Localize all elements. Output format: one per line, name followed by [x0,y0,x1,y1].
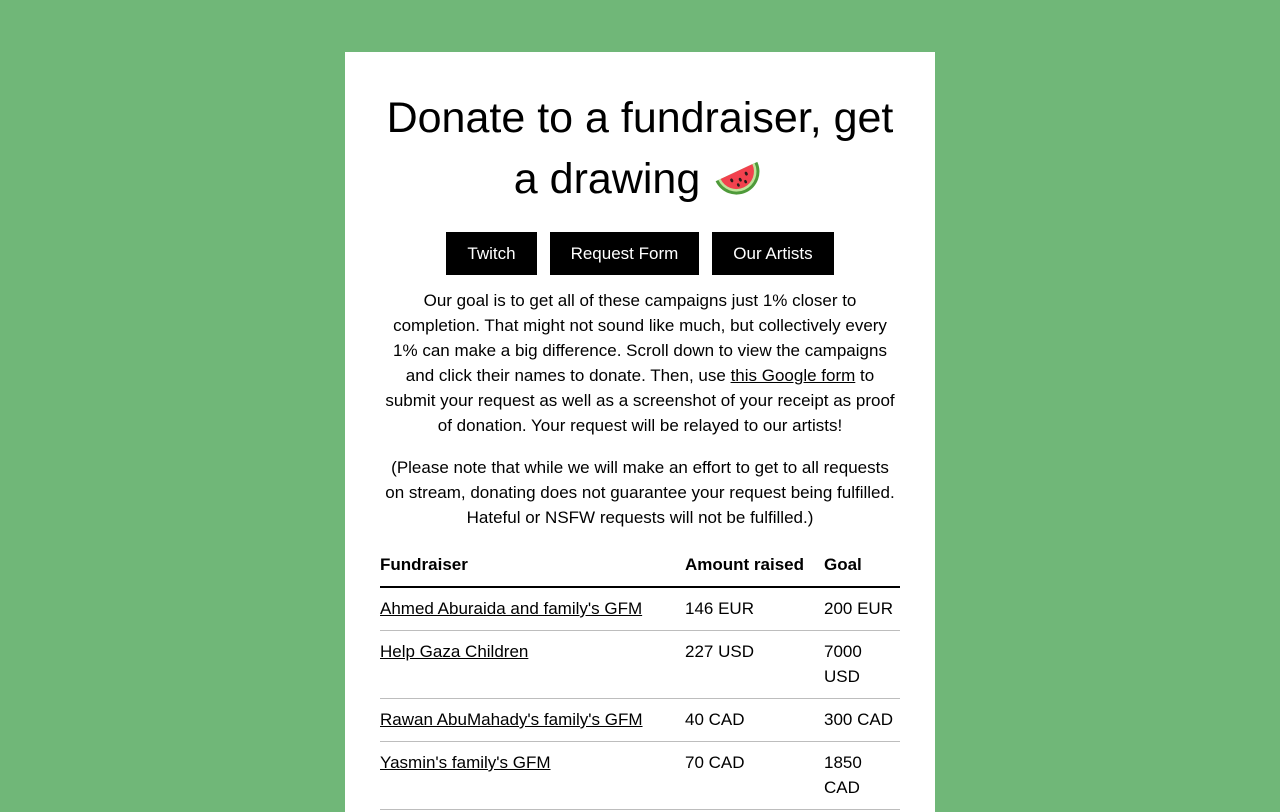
watermelon-icon [712,155,766,199]
fundraiser-name-cell [380,587,685,631]
table-row [380,631,900,699]
page-title [380,88,900,210]
fundraiser-name-cell [380,699,685,742]
goal-cell: 1850 CAD [824,742,900,810]
table-row [380,699,900,742]
google-form-link[interactable]: this Google form [730,366,856,385]
fundraiser-link[interactable]: Help Gaza Children [380,642,529,661]
amount-raised-cell: 146 EUR [685,587,824,631]
table-row [380,742,900,810]
amount-raised-cell: 227 USD [685,631,824,699]
request-form-button[interactable]: Request Form [550,232,700,275]
table-row [380,587,900,631]
nav-buttons [380,232,900,275]
intro-text-before: Our goal is to get all of these campaigns just 1% closer to completion. That might not sound like much, but collectively every 1% can make a big difference. Scroll down to view the campaigns and click their names to donate. Then, use [393,291,887,385]
amount-raised-cell: 70 CAD [685,742,824,810]
fundraiser-link[interactable]: Yasmin's family's GFM [380,753,551,772]
goal-cell: 7000 USD [824,631,900,699]
amount-raised-cell: 40 CAD [685,699,824,742]
page-title-text: Donate to a fundraiser, get a drawing [386,94,894,203]
header-goal: Goal [824,552,900,587]
fundraiser-link[interactable]: Rawan AbuMahady's family's GFM [380,710,643,729]
intro-text-after: to submit your request as well as a screenshot of your receipt as proof of donation. Your request will be relayed to our artists! [385,366,895,435]
goal-cell: 300 CAD [824,699,900,742]
note-paragraph: (Please note that while we will make an effort to get to all requests on stream, donating does not guarantee your request being fulfilled. Hateful or NSFW requests will not be fulfilled.) [385,458,895,527]
header-amount-raised: Amount raised [685,552,824,587]
main-card [345,52,935,812]
fundraiser-name-cell [380,631,685,699]
intro-paragraph [380,288,900,438]
goal-cell: 200 EUR [824,587,900,631]
fundraiser-name-cell [380,742,685,810]
our-artists-button[interactable]: Our Artists [712,232,833,275]
twitch-button[interactable]: Twitch [446,232,536,275]
fundraiser-table [380,552,900,810]
fundraiser-link[interactable]: Ahmed Aburaida and family's GFM [380,599,643,618]
header-fundraiser: Fundraiser [380,552,685,587]
table-header-row [380,552,900,587]
